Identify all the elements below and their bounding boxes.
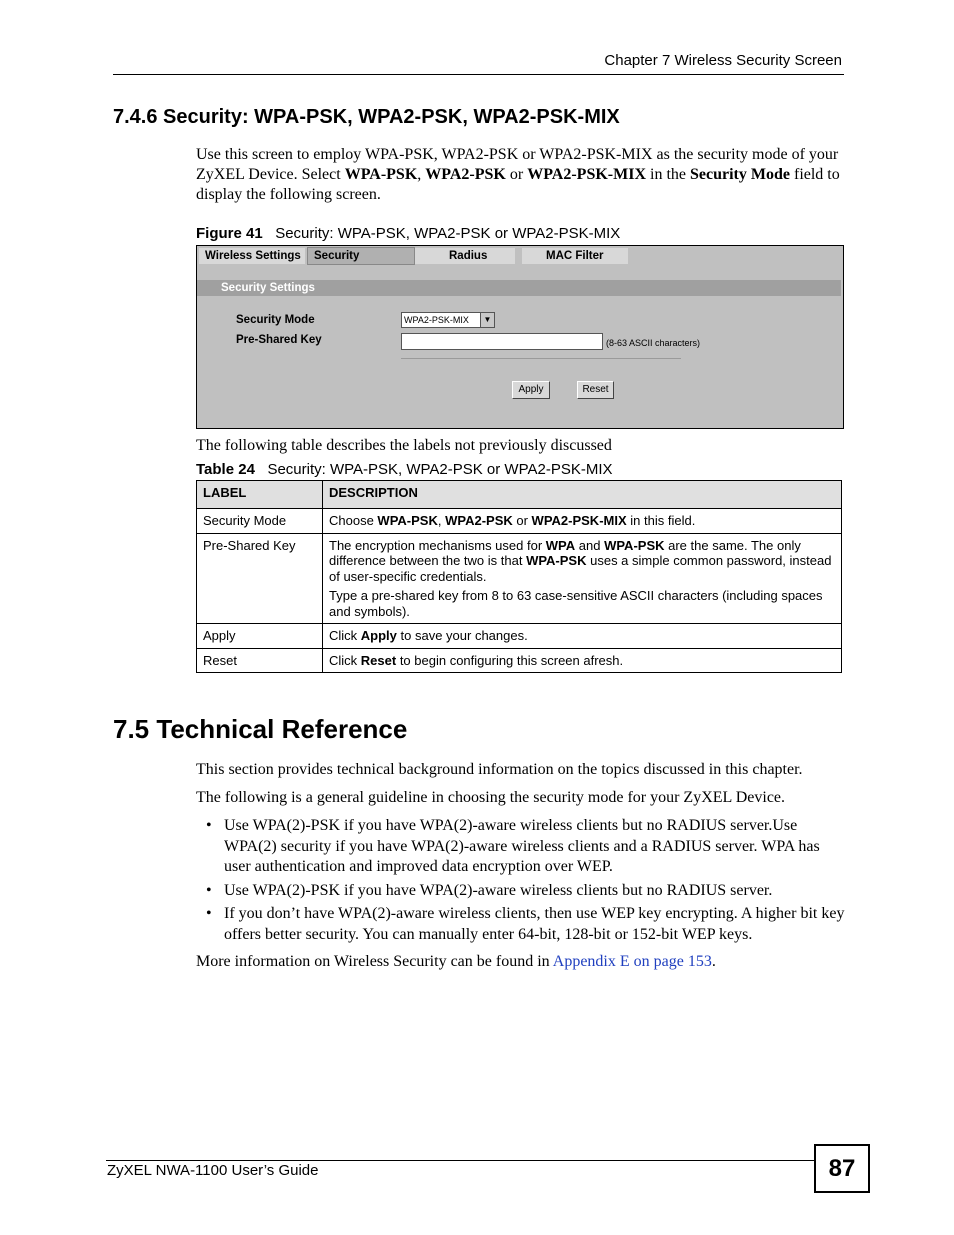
footer-rule <box>106 1160 814 1161</box>
table-row <box>197 624 842 649</box>
security-settings-bar: Security Settings <box>197 280 841 296</box>
label-column-header: LABEL <box>197 481 323 509</box>
row-label: Reset <box>197 648 323 673</box>
section-heading-7-5: 7.5 Technical Reference <box>113 714 408 744</box>
row-description: Click Apply to save your changes. <box>323 624 842 649</box>
table-row <box>197 533 842 624</box>
pre-shared-key-label: Pre-Shared Key <box>236 334 322 346</box>
pre-shared-key-hint: (8-63 ASCII characters) <box>606 338 701 348</box>
page-number: 87 <box>814 1144 870 1193</box>
row-description: Choose WPA-PSK, WPA2-PSK or WPA2-PSK-MIX in this field. <box>323 509 842 534</box>
guideline-list <box>196 816 846 948</box>
apply-button[interactable]: Apply <box>512 381 550 399</box>
dropdown-arrow-icon[interactable]: ▼ <box>480 313 494 327</box>
security-mode-select[interactable] <box>401 312 495 328</box>
tab-mac-filter[interactable]: MAC Filter <box>522 248 628 264</box>
row-label: Pre-Shared Key <box>197 533 323 624</box>
table-row <box>197 509 842 534</box>
more-info-paragraph: More information on Wireless Security can be found in Appendix E on page 153. <box>196 953 716 970</box>
list-item: • Use WPA(2)-PSK if you have WPA(2)-aware wireless clients but no RADIUS server.Use WPA(2) security if you have WPA(2)-aware wireless clients and a RADIUS server. WPA has user authentication and improved data encryption over WEP. <box>206 817 820 875</box>
row-label: Security Mode <box>197 509 323 534</box>
row-description: Click Reset to begin configuring this screen afresh. <box>323 648 842 673</box>
bullet-icon: • <box>206 817 212 834</box>
pre-shared-key-input[interactable] <box>401 333 603 350</box>
list-item: • Use WPA(2)-PSK if you have WPA(2)-aware wireless clients but no RADIUS server. <box>196 881 846 902</box>
list-item: • If you don’t have WPA(2)-aware wireless clients, then use WEP key encrypting. A higher bit key offers better security. You can manually enter 64-bit, 128-bit or 152-bit WEP keys. <box>206 905 845 943</box>
header-rule <box>113 74 844 75</box>
section-heading-7-4-6: 7.4.6 Security: WPA-PSK, WPA2-PSK, WPA2-PSK-MIX <box>113 106 620 128</box>
appendix-link[interactable]: Appendix E on page 153 <box>552 953 712 970</box>
bullet-icon: • <box>206 881 212 899</box>
intro-paragraph: Use this screen to employ WPA-PSK, WPA2-PSK or WPA2-PSK-MIX as the security mode of your ZyXEL Device. Select WPA-PSK, WPA2-PSK or WPA2-PSK-MIX in the Security Mode field to display the following screen. <box>196 146 840 203</box>
table-caption: Table 24 Security: WPA-PSK, WPA2-PSK or WPA2-PSK-MIX <box>196 461 613 478</box>
tech-ref-paragraph-1: This section provides technical background information on the topics discussed in this chapter. <box>196 761 803 778</box>
security-mode-label: Security Mode <box>236 314 315 326</box>
row-label: Apply <box>197 624 323 649</box>
description-column-header: DESCRIPTION <box>323 481 842 509</box>
tab-radius[interactable]: Radius <box>415 248 515 264</box>
row-description: The encryption mechanisms used for WPA and WPA-PSK are the same. The only difference between the two is that WPA-PSK uses a simple common password, instead of user-specific credentials. Type a pre-shared key from 8 to 63 case-sensitive ASCII characters (including spaces and symbols). <box>323 533 842 624</box>
reset-button[interactable]: Reset <box>577 381 614 399</box>
figure-caption: Figure 41 Security: WPA-PSK, WPA2-PSK or WPA2-PSK-MIX <box>196 225 621 242</box>
table-header-row <box>197 481 842 509</box>
table-intro-text: The following table describes the labels not previously discussed <box>196 437 612 454</box>
bullet-icon: • <box>206 905 212 922</box>
footer-guide-title: ZyXEL NWA-1100 User’s Guide <box>107 1162 319 1179</box>
tab-wireless-settings[interactable]: Wireless Settings <box>199 248 305 264</box>
table-row <box>197 648 842 673</box>
label-description-table <box>196 480 842 673</box>
security-mode-value: WPA2-PSK-MIX <box>404 315 469 325</box>
form-divider <box>401 358 681 359</box>
tech-ref-paragraph-2: The following is a general guideline in choosing the security mode for your ZyXEL Device. <box>196 789 786 806</box>
running-header: Chapter 7 Wireless Security Screen <box>604 52 842 69</box>
tab-security[interactable]: Security <box>307 247 415 265</box>
security-screenshot <box>196 245 844 429</box>
